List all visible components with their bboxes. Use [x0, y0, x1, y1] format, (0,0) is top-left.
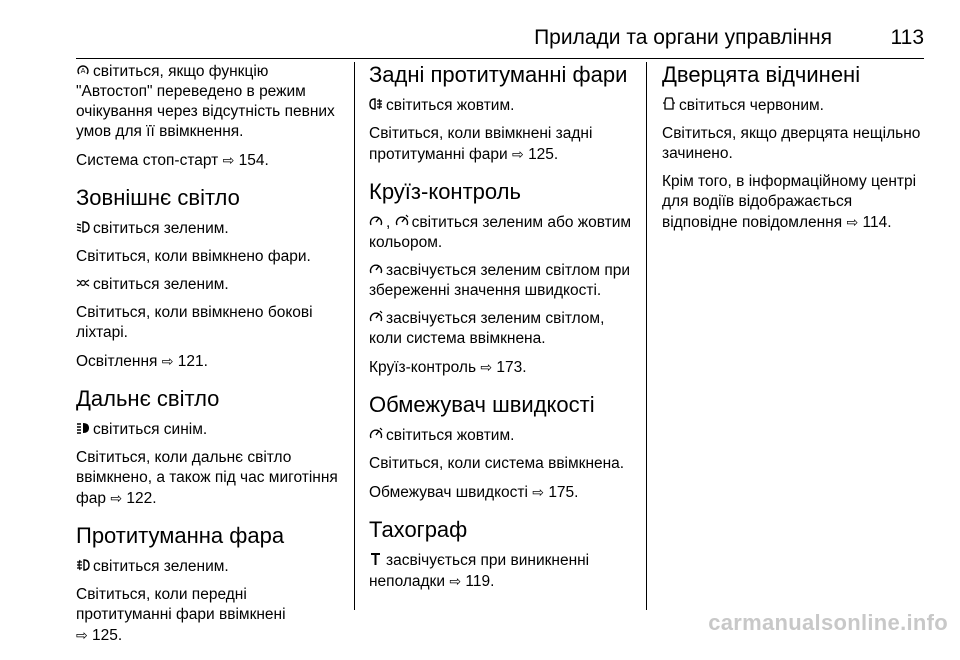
high-beam-section: Дальнє світло світиться синім. Світиться, коли дальнє світло ввімкнено, а також під час миготіння фар ⇨ 122. [76, 386, 344, 509]
section-title: Тахограф [369, 517, 468, 542]
ref-arrow-icon: ⇨ [512, 146, 524, 162]
low-beam-icon [76, 219, 90, 235]
stopstart-desc: A світиться, якщо функцію "Автостоп" переведено в режим очікування через відсутність певних умов для її ввімкнення. [76, 63, 335, 140]
exterior-light-section: Зовнішнє світло світиться зеленим. Світиться, коли ввімкнено фари. світиться зеленим. Світиться, коли ввімкнено бокові ліхтарі. Освітлення ⇨ 121. [76, 185, 344, 372]
page-ref[interactable]: 173. [496, 359, 527, 376]
ref-arrow-icon: ⇨ [846, 214, 859, 230]
door-open-section: Дверцята відчинені світиться червоним. Світиться, якщо дверцята нещільно зачинено. Крім того, в інформаційному центрі для водіїв відображається відповідне повідомлення ⇨ 114. [662, 62, 930, 233]
front-fog-icon [76, 557, 90, 573]
column-divider [354, 62, 355, 610]
ref-arrow-icon: ⇨ [449, 573, 462, 589]
page-ref[interactable]: 114. [862, 214, 892, 231]
section-title: Обмежувач швидкості [369, 392, 595, 417]
page-ref[interactable]: 154. [238, 152, 269, 169]
header-rule [76, 58, 924, 59]
column-3 [662, 62, 930, 247]
speed-limiter-icon [369, 426, 383, 442]
page-ref[interactable]: 119. [465, 573, 495, 590]
stopstart-ref: Система стоп-старт ⇨ 154. [76, 152, 269, 169]
cruise-control-icon [369, 213, 383, 229]
page-ref[interactable]: 125. [528, 146, 559, 163]
rear-fog-icon [369, 96, 383, 112]
section-title: Дверцята відчинені [662, 62, 861, 87]
header-title: Прилади та органи управління [534, 26, 832, 49]
cruise-control-section: Круїз-контроль , світиться зеленим або жовтим кольором. засвічується зеленим світлом при збереженні значення швидкості. засвічується зеленим світлом, коли система ввімкнена. Круїз-контроль ⇨ 173. [369, 179, 637, 378]
page-header [76, 26, 924, 54]
svg-text:A: A [80, 67, 86, 75]
ref-arrow-icon: ⇨ [161, 353, 174, 369]
section-title: Дальнє світло [76, 386, 220, 411]
side-light-icon [76, 275, 90, 291]
page-ref[interactable]: 121. [177, 353, 208, 370]
rear-fog-section: Задні протитуманні фари світиться жовтим. Світиться, коли ввімкнені задні протитуманні фари ⇨ 125. [369, 62, 637, 165]
section-title: Протитуманна фара [76, 523, 285, 548]
ref-arrow-icon: ⇨ [480, 359, 493, 375]
speed-limiter-icon [395, 213, 409, 229]
speed-limiter-section: Обмежувач швидкості світиться жовтим. Світиться, коли система ввімкнена. Обмежувач швидкості ⇨ 175. [369, 392, 637, 503]
ref-arrow-icon: ⇨ [110, 490, 123, 506]
door-open-icon [662, 96, 676, 112]
column-divider [646, 62, 647, 610]
ref-arrow-icon: ⇨ [222, 152, 235, 168]
page-ref[interactable]: 122. [126, 490, 157, 507]
section-title: Задні протитуманні фари [369, 62, 628, 87]
watermark: carmanualsonline.info [708, 610, 948, 635]
ref-arrow-icon: ⇨ [76, 627, 88, 643]
ref-arrow-icon: ⇨ [532, 484, 544, 500]
page-ref[interactable]: 175. [548, 484, 579, 501]
tachograph-icon [369, 551, 383, 567]
speed-limiter-icon [369, 309, 383, 325]
section-title: Круїз-контроль [369, 179, 521, 204]
stopstart-section [76, 62, 344, 171]
page-ref[interactable]: 125. [92, 627, 123, 644]
high-beam-icon [76, 420, 90, 436]
section-title: Зовнішнє світло [76, 185, 240, 210]
front-fog-section: Протитуманна фара світиться зеленим. Світиться, коли передні протитуманні фари ввімкнені ⇨ 125. [76, 523, 344, 646]
column-2 [369, 62, 637, 606]
auto-stop-icon [76, 62, 90, 78]
column-1 [76, 62, 344, 660]
tachograph-section: Тахограф засвічується при виникненні неполадки ⇨ 119. [369, 517, 637, 592]
page-number: 113 [890, 26, 924, 49]
cruise-control-icon [369, 261, 383, 277]
